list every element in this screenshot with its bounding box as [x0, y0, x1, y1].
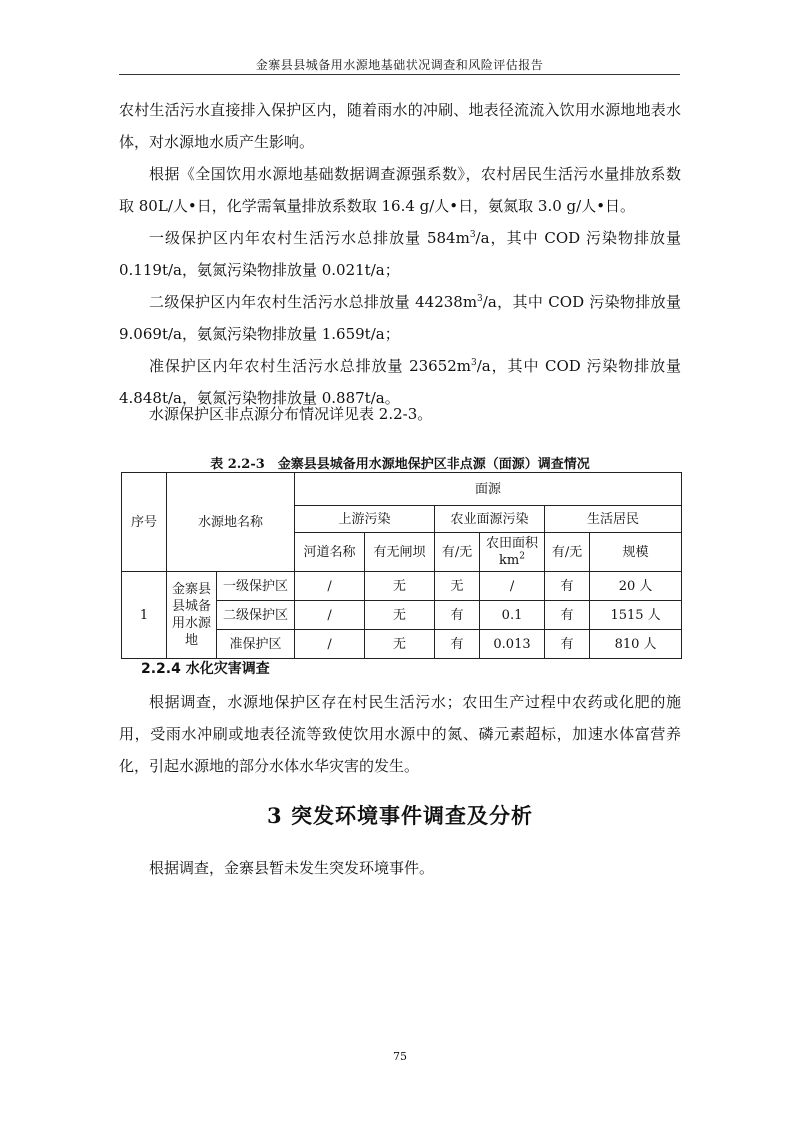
cell-scale: 20 人	[590, 572, 682, 601]
header-res-yn: 有/无	[545, 533, 590, 572]
cell-river: /	[295, 630, 365, 659]
page-number: 75	[393, 1050, 407, 1063]
paragraph-second-zone	[119, 286, 681, 350]
header-river: 河道名称	[295, 533, 365, 572]
paragraph-emergency: 根据调查，金寨县暂未发生突发环境事件。	[149, 859, 435, 877]
chapter-title: 3 突发环境事件调查及分析	[267, 803, 533, 828]
paragraph-rural-sewage: 农村生活污水直接排入保护区内，随着雨水的冲刷、地表径流流入饮用水源地地表水体，对水源地水质产生影响。	[119, 101, 681, 151]
cell-farm: 0.1	[480, 601, 545, 630]
table-row	[122, 572, 682, 601]
first-zone-text-b: /a，其中 COD 污染物排放量 0.119t/a，氨氮污染物排放量 0.021t/a；	[119, 229, 681, 279]
header-dam: 有无闸坝	[365, 533, 435, 572]
paragraph-coefficients: 根据《全国饮用水源地基础数据调查源强系数》，农村居民生活污水量排放系数取 80L/人•日，化学需氧量排放系数取 16.4 g/人•日，氨氮取 3.0 g/人•日。	[119, 165, 681, 215]
cell-scale: 1515 人	[590, 601, 682, 630]
header-rule	[119, 74, 680, 75]
cell-res: 有	[545, 630, 590, 659]
cell-dam: 无	[365, 630, 435, 659]
second-zone-text-a: 二级保护区内年农村生活污水总排放量 44238m	[149, 293, 478, 311]
header-farm-area	[480, 533, 545, 572]
header-source-name: 水源地名称	[167, 473, 295, 572]
cell-source-name: 金寨县县城备用水源地	[167, 572, 217, 659]
cell-res: 有	[545, 601, 590, 630]
quasi-zone-sup: 3	[471, 358, 477, 368]
nonpoint-source-table	[121, 472, 682, 659]
section-heading-2-2-4: 2.2.4 水化灾害调查	[141, 661, 270, 677]
cell-res: 有	[545, 572, 590, 601]
cell-zone: 准保护区	[217, 630, 295, 659]
cell-farm: 0.013	[480, 630, 545, 659]
cell-dam: 无	[365, 601, 435, 630]
quasi-zone-text-a: 准保护区内年农村生活污水总排放量 23652m	[149, 357, 472, 375]
second-zone-sup: 3	[477, 294, 483, 304]
header-agri: 农业面源污染	[435, 506, 545, 533]
first-zone-sup: 3	[469, 230, 476, 240]
header-upstream: 上游污染	[295, 506, 435, 533]
paragraph-table-ref: 水源保护区非点源分布情况详见表 2.2-3。	[149, 405, 433, 423]
cell-seq: 1	[122, 572, 167, 659]
cell-scale: 810 人	[590, 630, 682, 659]
cell-zone: 一级保护区	[217, 572, 295, 601]
first-zone-text-a: 一级保护区内年农村生活污水总排放量 584m	[149, 229, 470, 247]
paragraph-hydro-disaster: 根据调查，水源地保护区存在村民生活污水；农田生产过程中农药或化肥的施用，受雨水冲刷或地表径流等致使饮用水源中的氮、磷元素超标，加速水体富营养化，引起水源地的部分水体水华灾害的发生。	[119, 693, 681, 775]
cell-agri: 无	[435, 572, 480, 601]
farm-area-sup: 2	[519, 551, 525, 562]
running-header: 金寨县县城备用水源地基础状况调查和风险评估报告	[255, 58, 544, 72]
header-resident: 生活居民	[545, 506, 682, 533]
cell-dam: 无	[365, 572, 435, 601]
header-area-source: 面源	[295, 473, 682, 506]
header-seq: 序号	[122, 473, 167, 572]
paragraph-first-zone	[119, 222, 681, 286]
second-zone-text-b: /a，其中 COD 污染物排放量 9.069t/a，氨氮污染物排放量 1.659t/a；	[119, 293, 681, 343]
header-agri-yn: 有/无	[435, 533, 480, 572]
farm-area-label: 农田面积 km	[486, 536, 539, 568]
cell-zone: 二级保护区	[217, 601, 295, 630]
quasi-zone-text-b: /a，其中 COD 污染物排放量 4.848t/a，氨氮污染物排放量 0.887t/a。	[119, 357, 681, 407]
cell-agri: 有	[435, 630, 480, 659]
cell-river: /	[295, 601, 365, 630]
cell-agri: 有	[435, 601, 480, 630]
cell-river: /	[295, 572, 365, 601]
table-caption: 表 2.2-3 金寨县县城备用水源地保护区非点源（面源）调查情况	[210, 457, 590, 472]
header-scale: 规模	[590, 533, 682, 572]
cell-farm: /	[480, 572, 545, 601]
